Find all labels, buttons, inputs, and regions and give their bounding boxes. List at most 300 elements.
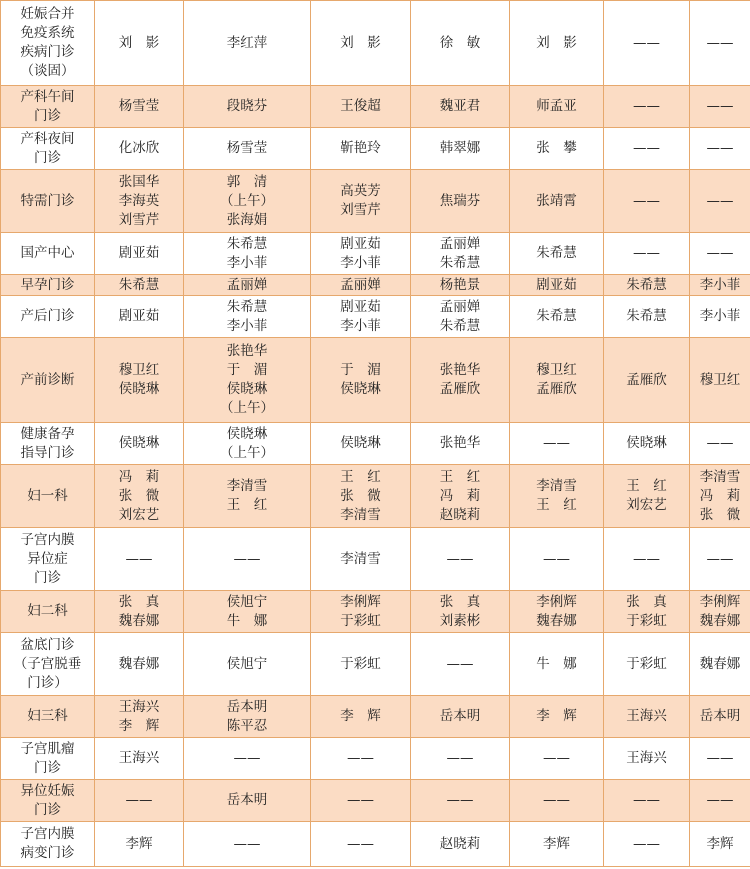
doctor-cell (311, 696, 411, 738)
doctor-name: 张靖霄 (536, 192, 577, 209)
doctor-cell (510, 86, 604, 128)
doctor-name: 王俊超 (340, 98, 381, 114)
table-row (1, 528, 750, 591)
doctor-name: 岳本明 (226, 792, 268, 808)
doctor-cell (184, 423, 311, 465)
doctor-cell (604, 423, 690, 465)
doctor-cell (411, 233, 510, 275)
doctor-name: 孟丽婵 (226, 276, 268, 293)
department-cell (1, 275, 95, 296)
doctor-name: 穆卫红 (699, 371, 741, 388)
doctor-name: 岳本明 (439, 708, 481, 724)
doctor-name: 张 真 (626, 593, 667, 610)
doctor-cell (690, 696, 750, 738)
doctor-name: 李小菲 (699, 308, 741, 324)
doctor-name: —— (706, 550, 734, 567)
department-label-line: 产前诊断 (20, 371, 75, 388)
doctor-name: 朱希慧 (626, 276, 667, 293)
doctor-name: 刘宏艺 (626, 497, 667, 513)
doctor-name: 魏春娜 (118, 655, 160, 672)
doctor-name: 于彩虹 (626, 655, 667, 672)
doctor-cell (690, 465, 750, 528)
doctor-cell (510, 296, 604, 338)
table-row (1, 465, 750, 528)
department-label-line: 门诊 (34, 149, 61, 166)
doctor-cell (604, 591, 690, 633)
doctor-name: 侯晓琳 (226, 425, 268, 442)
doctor-cell (411, 528, 510, 591)
department-label-line: 特需门诊 (20, 192, 75, 209)
doctor-name: 侯晓琳 (340, 435, 381, 451)
table-row (1, 1, 750, 86)
doctor-cell (311, 233, 411, 275)
doctor-cell (510, 738, 604, 780)
doctor-name: 侯旭宁 (226, 593, 268, 610)
doctor-name: 刘宏艺 (118, 506, 160, 523)
doctor-name: 王海兴 (626, 708, 667, 724)
doctor-cell (184, 170, 311, 233)
doctor-name: 王 红 (626, 478, 667, 494)
doctor-name: 陈平忍 (226, 717, 268, 734)
doctor-name: 徐 敏 (439, 34, 481, 51)
doctor-cell (184, 780, 311, 822)
doctor-cell (184, 1, 311, 86)
doctor-cell (95, 465, 184, 528)
doctor-cell (604, 822, 690, 867)
doctor-name: —— (706, 792, 734, 808)
doctor-name: 剧亚茹 (340, 235, 381, 252)
doctor-cell (311, 423, 411, 465)
doctor-name: —— (706, 750, 734, 766)
doctor-cell (690, 275, 750, 296)
doctor-name: —— (446, 792, 474, 808)
doctor-name: —— (233, 750, 261, 766)
doctor-name: 朱希慧 (536, 245, 577, 261)
doctor-cell (690, 128, 750, 170)
doctor-cell (604, 170, 690, 233)
doctor-cell (604, 633, 690, 696)
doctor-cell (604, 233, 690, 275)
doctor-name: 侯旭宁 (226, 655, 268, 672)
doctor-name: 刘素彬 (439, 612, 481, 629)
doctor-name: 孟丽婵 (439, 298, 481, 315)
table-row (1, 338, 750, 423)
table-row (1, 233, 750, 275)
doctor-cell (184, 296, 311, 338)
table-row (1, 591, 750, 633)
doctor-name: 朱希慧 (439, 254, 481, 271)
doctor-name: —— (633, 140, 660, 156)
doctor-name: 李红萍 (226, 34, 268, 51)
doctor-cell (184, 86, 311, 128)
department-cell (1, 338, 95, 423)
doctor-name: 李俐辉 (699, 593, 741, 610)
doctor-name: 魏春娜 (699, 612, 741, 629)
doctor-cell (690, 296, 750, 338)
doctor-cell (690, 822, 750, 867)
department-cell (1, 696, 95, 738)
department-label-line: （谈固） (20, 63, 75, 79)
doctor-cell (510, 780, 604, 822)
doctor-name: 杨雪莹 (226, 140, 268, 156)
department-cell (1, 170, 95, 233)
doctor-cell (690, 233, 750, 275)
department-cell (1, 296, 95, 338)
department-label-line: 产科午间 (20, 88, 75, 105)
doctor-name: —— (347, 750, 374, 766)
doctor-name: （上午） (220, 192, 274, 209)
doctor-name: 张艳华 (439, 362, 481, 378)
doctor-cell (184, 633, 311, 696)
doctor-cell (411, 465, 510, 528)
department-cell (1, 1, 95, 86)
doctor-name: 刘 影 (118, 34, 160, 51)
doctor-cell (311, 591, 411, 633)
doctor-cell (311, 170, 411, 233)
doctor-name: 冯 莉 (118, 468, 160, 485)
doctor-name: 岳本明 (699, 708, 741, 724)
doctor-cell (690, 1, 750, 86)
doctor-cell (311, 86, 411, 128)
doctor-name: 魏亚君 (439, 98, 481, 114)
doctor-cell (311, 296, 411, 338)
doctor-name: 李 辉 (536, 708, 577, 724)
department-cell (1, 738, 95, 780)
doctor-name: 于 湄 (226, 362, 268, 378)
doctor-name: 李清雪 (340, 506, 381, 523)
doctor-name: 冯 莉 (699, 487, 741, 504)
doctor-cell (690, 633, 750, 696)
doctor-name: 张海娟 (226, 211, 268, 228)
doctor-name: （上午） (220, 400, 274, 416)
doctor-name: —— (633, 34, 660, 51)
department-label-line: 异位妊娠 (20, 782, 75, 799)
doctor-cell (184, 233, 311, 275)
doctor-name: 赵晓莉 (439, 835, 481, 852)
doctor-cell (95, 591, 184, 633)
doctor-name: —— (706, 192, 734, 209)
table-row (1, 780, 750, 822)
doctor-name: —— (706, 435, 734, 451)
department-label-line: 门诊 (34, 801, 61, 818)
doctor-cell (95, 86, 184, 128)
doctor-cell (184, 738, 311, 780)
doctor-name: —— (633, 245, 660, 261)
doctor-cell (184, 465, 311, 528)
doctor-cell (184, 591, 311, 633)
doctor-name: 于彩虹 (340, 655, 381, 672)
doctor-cell (510, 696, 604, 738)
doctor-name: 刘 影 (536, 34, 577, 51)
doctor-cell (311, 822, 411, 867)
doctor-name: —— (633, 98, 660, 114)
doctor-name: —— (633, 192, 660, 209)
doctor-cell (95, 633, 184, 696)
doctor-name: 李小菲 (226, 317, 268, 334)
doctor-name: 李 辉 (118, 717, 160, 734)
doctor-cell (184, 696, 311, 738)
table-row (1, 423, 750, 465)
department-label-line: 门诊 (34, 107, 61, 124)
doctor-name: 剧亚茹 (118, 308, 160, 324)
doctor-cell (411, 423, 510, 465)
doctor-cell (411, 822, 510, 867)
doctor-cell (510, 528, 604, 591)
doctor-cell (95, 275, 184, 296)
doctor-name: 段晓芬 (226, 98, 268, 114)
doctor-cell (184, 128, 311, 170)
table-row (1, 128, 750, 170)
doctor-cell (690, 338, 750, 423)
doctor-cell (690, 591, 750, 633)
department-label-line: 子宫肌瘤 (20, 740, 75, 757)
doctor-name: 朱希慧 (118, 276, 160, 293)
table-row (1, 170, 750, 233)
department-label-line: 妇三科 (27, 708, 68, 724)
doctor-cell (411, 1, 510, 86)
doctor-cell (690, 86, 750, 128)
department-label-line: 妇二科 (27, 603, 68, 619)
doctor-cell (95, 1, 184, 86)
doctor-cell (510, 275, 604, 296)
doctor-name: 魏春娜 (118, 612, 160, 629)
doctor-cell (604, 1, 690, 86)
doctor-cell (510, 1, 604, 86)
doctor-name: 张国华 (118, 173, 160, 190)
doctor-name: 孟丽婵 (340, 276, 381, 293)
doctor-name: 魏春娜 (699, 655, 741, 672)
doctor-name: 魏春娜 (536, 612, 577, 629)
doctor-name: —— (706, 245, 734, 261)
doctor-name: 王 红 (226, 497, 268, 513)
doctor-cell (95, 338, 184, 423)
doctor-name: 李清雪 (699, 468, 741, 485)
doctor-name: 李辉 (125, 835, 153, 852)
department-label-line: 早孕门诊 (20, 276, 75, 293)
doctor-cell (311, 633, 411, 696)
doctor-cell (411, 338, 510, 423)
doctor-name: 牛 娜 (226, 612, 268, 629)
department-label-line: 病变门诊 (20, 845, 75, 861)
department-label-line: 子宫内膜 (20, 531, 75, 548)
table-row (1, 822, 750, 867)
doctor-cell (311, 738, 411, 780)
doctor-cell (604, 296, 690, 338)
doctor-cell (95, 528, 184, 591)
department-label-line: 免疫系统 (20, 25, 75, 41)
doctor-cell (604, 780, 690, 822)
doctor-name: 靳艳玲 (340, 140, 381, 156)
doctor-name: 张 真 (118, 593, 160, 610)
doctor-name: （上午） (220, 444, 274, 461)
doctor-name: 剧亚茹 (118, 245, 160, 261)
doctor-name: 岳本明 (226, 698, 268, 715)
doctor-name: 剧亚茹 (536, 276, 577, 293)
doctor-name: —— (633, 835, 660, 852)
doctor-cell (311, 465, 411, 528)
doctor-cell (604, 128, 690, 170)
doctor-cell (510, 233, 604, 275)
doctor-name: 于 湄 (340, 362, 381, 378)
doctor-name: 刘雪芹 (118, 211, 160, 228)
doctor-name: 张 微 (340, 487, 381, 504)
department-cell (1, 822, 95, 867)
doctor-cell (184, 822, 311, 867)
doctor-name: 朱希慧 (439, 317, 481, 334)
table-row (1, 696, 750, 738)
doctor-name: 于彩虹 (340, 612, 381, 629)
doctor-name: —— (233, 550, 261, 567)
doctor-cell (411, 275, 510, 296)
doctor-cell (604, 528, 690, 591)
doctor-cell (604, 465, 690, 528)
doctor-name: 王 红 (536, 497, 577, 513)
doctor-name: 张 攀 (536, 140, 577, 156)
department-label-line: 健康备孕 (20, 425, 75, 442)
doctor-cell (604, 738, 690, 780)
department-label-line: 疾病门诊 (20, 44, 75, 60)
doctor-name: 李小菲 (340, 254, 381, 271)
doctor-cell (510, 822, 604, 867)
doctor-name: 王海兴 (118, 698, 160, 715)
doctor-cell (411, 633, 510, 696)
doctor-name: —— (446, 750, 474, 766)
doctor-name: 李清雪 (536, 478, 577, 494)
doctor-name: 刘雪芹 (340, 202, 381, 218)
doctor-name: —— (233, 835, 261, 852)
doctor-name: 朱希慧 (536, 308, 577, 324)
doctor-name: —— (125, 550, 153, 567)
doctor-name: 师孟亚 (536, 98, 577, 114)
doctor-cell (510, 338, 604, 423)
doctor-cell (510, 170, 604, 233)
doctor-name: 王 红 (439, 468, 481, 485)
doctor-cell (95, 170, 184, 233)
doctor-name: 焦瑞芬 (439, 192, 481, 209)
doctor-name: 张艳华 (226, 343, 268, 359)
doctor-name: —— (706, 34, 734, 51)
doctor-name: —— (543, 435, 570, 451)
doctor-cell (411, 296, 510, 338)
doctor-cell (95, 822, 184, 867)
doctor-name: 李小菲 (226, 254, 268, 271)
department-label-line: 产科夜间 (20, 130, 75, 147)
doctor-name: —— (543, 792, 570, 808)
doctor-name: 侯晓琳 (626, 435, 667, 451)
doctor-name: 李辉 (543, 835, 570, 852)
doctor-cell (311, 1, 411, 86)
doctor-cell (411, 738, 510, 780)
doctor-name: 化冰欣 (118, 140, 160, 156)
doctor-name: 李辉 (706, 835, 734, 852)
table-row (1, 633, 750, 696)
table-row (1, 275, 750, 296)
doctor-cell (604, 86, 690, 128)
doctor-cell (690, 528, 750, 591)
doctor-name: 侯晓琳 (118, 381, 160, 397)
doctor-name: 冯 莉 (439, 487, 481, 504)
doctor-name: —— (347, 792, 374, 808)
doctor-name: 张 真 (439, 593, 481, 610)
doctor-name: 穆卫红 (536, 362, 577, 378)
doctor-name: —— (543, 550, 570, 567)
doctor-cell (510, 591, 604, 633)
doctor-name: 李俐辉 (536, 593, 577, 610)
table-row (1, 738, 750, 780)
department-label-line: 妊娠合并 (20, 6, 75, 22)
department-label-line: 门诊 (34, 759, 61, 776)
doctor-name: 侯晓琳 (340, 381, 381, 397)
doctor-cell (690, 780, 750, 822)
doctor-cell (311, 275, 411, 296)
doctor-name: 张艳华 (439, 435, 481, 451)
doctor-name: 张 微 (699, 506, 741, 523)
doctor-cell (95, 296, 184, 338)
doctor-name: —— (543, 750, 570, 766)
department-label-line: 妇一科 (27, 487, 68, 504)
department-cell (1, 633, 95, 696)
department-label-line: 盆底门诊 (20, 636, 75, 653)
doctor-name: —— (706, 98, 734, 114)
doctor-name: 李海英 (118, 192, 160, 209)
doctor-name: 朱希慧 (626, 308, 667, 324)
department-label-line: 子宫内膜 (20, 826, 75, 842)
doctor-name: 王海兴 (118, 750, 160, 766)
department-label-line: 门诊） (27, 674, 68, 691)
doctor-cell (510, 465, 604, 528)
doctor-name: —— (446, 550, 474, 567)
doctor-cell (411, 591, 510, 633)
doctor-name: —— (633, 792, 660, 808)
doctor-cell (510, 633, 604, 696)
doctor-cell (690, 423, 750, 465)
doctor-name: 李俐辉 (340, 593, 381, 610)
doctor-cell (411, 170, 510, 233)
department-cell (1, 86, 95, 128)
doctor-cell (95, 233, 184, 275)
doctor-name: 杨艳景 (439, 276, 481, 293)
doctor-cell (510, 128, 604, 170)
doctor-name: 李清雪 (226, 478, 268, 494)
doctor-name: 孟雁欣 (536, 381, 577, 397)
doctor-name: 李 辉 (340, 708, 381, 724)
doctor-cell (411, 780, 510, 822)
doctor-cell (184, 275, 311, 296)
doctor-cell (311, 780, 411, 822)
doctor-cell (604, 338, 690, 423)
doctor-name: 郭 清 (226, 173, 268, 190)
doctor-name: 李清雪 (340, 550, 381, 567)
doctor-name: —— (706, 140, 734, 156)
department-cell (1, 128, 95, 170)
doctor-cell (95, 780, 184, 822)
department-label-line: 门诊 (34, 569, 61, 586)
department-label-line: （子宫脱垂 (13, 655, 82, 672)
department-cell (1, 423, 95, 465)
doctor-cell (184, 338, 311, 423)
doctor-name: 王海兴 (626, 750, 667, 766)
doctor-name: 刘 影 (340, 34, 381, 51)
doctor-name: 王 红 (340, 468, 381, 485)
department-cell (1, 591, 95, 633)
doctor-name: —— (347, 835, 374, 852)
doctor-cell (604, 696, 690, 738)
doctor-cell (604, 275, 690, 296)
doctor-cell (510, 423, 604, 465)
doctor-name: 剧亚茹 (340, 298, 381, 315)
doctor-name: 韩翠娜 (439, 140, 481, 156)
table-row (1, 86, 750, 128)
